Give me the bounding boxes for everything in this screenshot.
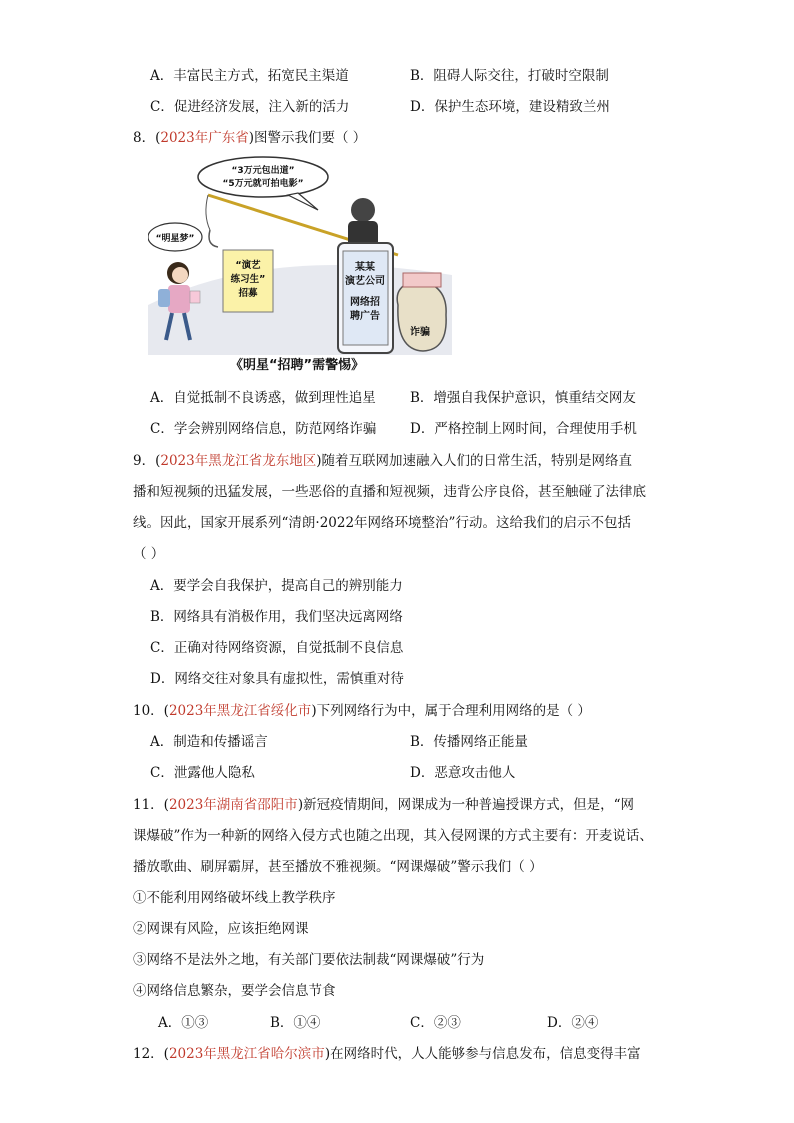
q7-option-b: B．阻碍人际交往，打破时空限制 (410, 68, 609, 84)
cartoon-sign-line1: “演艺 (235, 260, 261, 271)
q11-item-2: ②网课有风险，应该拒绝网课 (133, 921, 309, 937)
q11-option-b: B．①④ (270, 1015, 321, 1031)
q7-option-a: A．丰富民主方式，拓宽民主渠道 (150, 68, 349, 84)
q11-source: 2023年湖南省邵阳市 (168, 797, 298, 813)
cartoon-bubble-line1: “3万元包出道” (231, 166, 295, 176)
q9-source: 2023年黑龙江省龙东地区 (160, 453, 317, 469)
q12-stem: 12．(2023年黑龙江省哈尔滨市)在网络时代，人人能够参与信息发布，信息变得丰富 (133, 1046, 641, 1062)
cartoon-bubble-line2: “5万元就可拍电影” (222, 179, 304, 189)
q9-stem-line3: 线。因此，国家开展系列“清朗·2022年网络环境整治”行动。这给我们的启示不包括 (133, 515, 631, 531)
cartoon-phone-line3: 网络招 (350, 297, 380, 308)
q10-option-c: C．泄露他人隐私 (150, 765, 255, 781)
cartoon-phone-line2: 演艺公司 (345, 276, 385, 287)
q9-stem-line1: 9．(2023年黑龙江省龙东地区)随着互联网加速融入人们的日常生活，特别是网络直 (133, 453, 632, 469)
q11-option-c: C．②③ (410, 1015, 461, 1031)
q11-option-a: A．①③ (158, 1015, 209, 1031)
q8-cartoon-caption: 《明星“招聘”需警惕》 (230, 358, 365, 373)
q8-option-c: C．学会辨别网络信息，防范网络诈骗 (150, 421, 377, 437)
q9-stem-line2: 播和短视频的迅猛发展，一些恶俗的直播和短视频，违背公序良俗，甚至触碰了法律底 (133, 484, 646, 500)
cartoon-sign-line3: 招募 (238, 288, 258, 299)
q10-option-d: D．恶意攻击他人 (410, 765, 516, 781)
q8-option-b: B．增强自我保护意识，慎重结交网友 (410, 390, 636, 406)
q8-source: 2023年广东省 (160, 130, 249, 146)
q11-stem-line2: 课爆破”作为一种新的网络入侵方式也随之出现，其入侵网课的方式主要有：开麦说话、 (133, 828, 653, 844)
q9-option-a: A．要学会自我保护，提高自己的辨别能力 (150, 578, 403, 594)
q10-option-a: A．制造和传播谣言 (150, 734, 268, 750)
q8-stem: 8．(2023年广东省)图警示我们要（ ） (133, 130, 367, 146)
cartoon-bag-label: 诈骗 (410, 327, 430, 338)
q10-option-b: B．传播网络正能量 (410, 734, 528, 750)
q8-option-d: D．严格控制上网时间，合理使用手机 (410, 421, 637, 437)
q10-source: 2023年黑龙江省绥化市 (168, 703, 312, 719)
q11-item-1: ①不能利用网络破坏线上教学秩序 (133, 890, 336, 906)
q11-stem-line1: 11．(2023年湖南省邵阳市)新冠疫情期间，网课成为一种普遍授课方式，但是，“网 (133, 797, 634, 813)
q7-option-c: C．促进经济发展，注入新的活力 (150, 99, 350, 115)
q9-option-c: C．正确对待网络资源，自觉抵制不良信息 (150, 640, 404, 656)
q9-option-d: D．网络交往对象具有虚拟性，需慎重对待 (150, 671, 404, 687)
q7-option-d: D．保护生态环境，建设精致兰州 (410, 99, 610, 115)
q9-option-b: B．网络具有消极作用，我们坚决远离网络 (150, 609, 403, 625)
q8-option-a: A．自觉抵制不良诱惑，做到理性追星 (150, 390, 376, 406)
q12-source: 2023年黑龙江省哈尔滨市 (168, 1046, 325, 1062)
q8-cartoon (148, 155, 452, 378)
q11-stem-line3: 播放歌曲、刷屏霸屏，甚至播放不雅视频。“网课爆破”警示我们（ ） (133, 859, 543, 875)
cartoon-sign-line2: 练习生” (230, 274, 266, 285)
q11-item-4: ④网络信息繁杂，要学会信息节食 (133, 983, 336, 999)
cartoon-phone-line4: 聘广告 (350, 311, 380, 322)
q11-option-d: D．②④ (547, 1015, 599, 1031)
cartoon-girl-bubble: “明星梦” (155, 234, 195, 244)
cartoon-phone-line1: 某某 (355, 262, 375, 273)
q10-stem: 10．(2023年黑龙江省绥化市)下列网络行为中，属于合理利用网络的是（ ） (133, 703, 591, 719)
q9-stem-line4: （ ） (133, 546, 165, 562)
q11-item-3: ③网络不是法外之地，有关部门要依法制裁“网课爆破”行为 (133, 952, 485, 968)
